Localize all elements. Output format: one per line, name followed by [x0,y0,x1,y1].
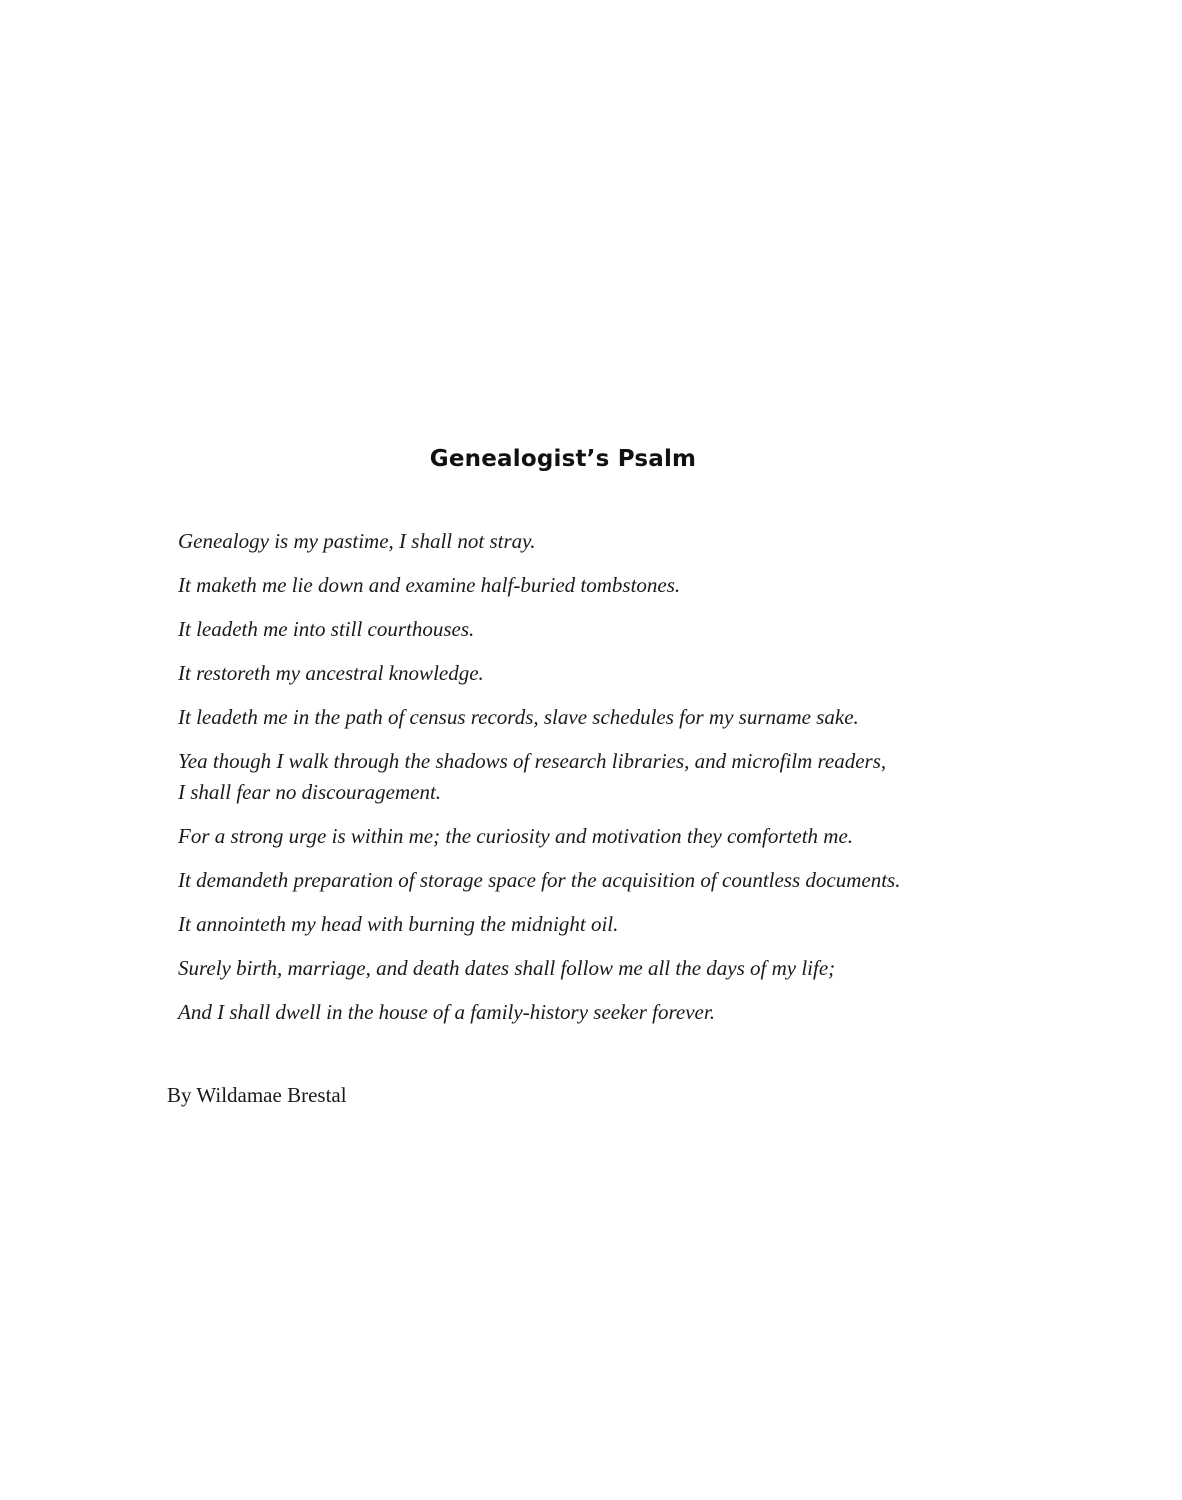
poem-line-11: Surely birth, marriage, and death dates shall follow me all the days of my life; [178,956,836,980]
poem-line-3: It leadeth me into still courthouses. [178,617,475,641]
poem-line-7: I shall fear no discouragement. [178,780,442,804]
author-byline: By Wildamae Brestal [167,1083,347,1107]
poem-line-8: For a strong urge is within me; the curiosity and motivation they comforteth me. [178,824,854,848]
poem-line-6: Yea though I walk through the shadows of research libraries, and microfilm readers, [178,749,887,773]
poem-line-4: It restoreth my ancestral knowledge. [178,661,484,685]
poem-body [178,526,1058,1041]
poem-line-2: It maketh me lie down and examine half-buried tombstones. [178,573,681,597]
poem-line-9: It demandeth preparation of storage space for the acquisition of countless documents. [178,868,901,892]
poem-title: Genealogist’s Psalm [429,446,697,472]
poem-line-5: It leadeth me in the path of census records, slave schedules for my surname sake. [178,705,859,729]
poem-line-12: And I shall dwell in the house of a family-history seeker forever. [178,1000,715,1024]
poem-line-10: It annointeth my head with burning the midnight oil. [178,912,619,936]
poem-line-1: Genealogy is my pastime, I shall not stray. [178,529,536,553]
